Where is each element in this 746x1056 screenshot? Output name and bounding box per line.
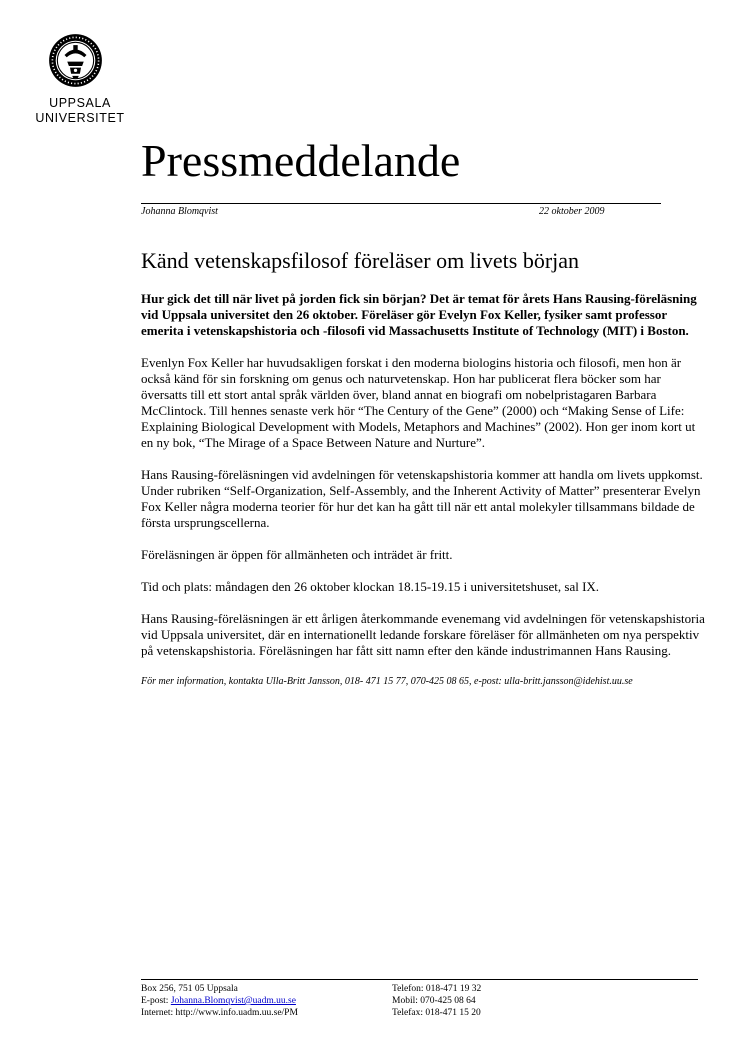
article-body (141, 291, 706, 704)
university-seal-icon (48, 33, 103, 88)
headline: Känd vetenskapsfilosof föreläser om livets början (141, 248, 580, 273)
author-name: Johanna Blomqvist (141, 206, 218, 217)
footer-internet: Internet: http://www.info.uadm.uu.se/PM (141, 1008, 298, 1018)
footer-phone: Telefon: 018-471 19 32 (392, 984, 482, 994)
footer-address: Box 256, 751 05 Uppsala (141, 984, 238, 994)
footer-right (392, 983, 481, 1019)
publication-date: 22 oktober 2009 (539, 206, 605, 217)
body-paragraph: Hans Rausing-föreläsningen vid avdelningen för vetenskapshistoria kommer att handla om livets uppkomst. Under rubriken “Self-Organization, Self-Assembly, and the Inherent Activity of Matter” presenterar Evelyn Fox Keller några moderna teorier för hur det kan ha gått till när ett antal molekyler tillsammans bildade de första ursprungscellerna. (141, 467, 703, 530)
footer-email-line (141, 995, 298, 1007)
university-logo (35, 33, 125, 126)
body-paragraph: Hans Rausing-föreläsningen är ett årligen återkommande evenemang vid avdelningen för vetenskapshistoria vid Uppsala universitet, där en internationellt ledande forskare föreläser för allmänheten om nya perspektiv på vetenskapshistoria. Föreläsningen har fått sitt namn efter den kände industrimannen Hans Rausing. (141, 611, 705, 658)
contact-info: För mer information, kontakta Ulla-Britt Jansson, 018- 471 15 77, 070-425 08 65, e-post: ulla-britt.jansson@idehist.uu.se (141, 676, 633, 687)
body-paragraph: Evenlyn Fox Keller har huvudsakligen forskat i den moderna biologins historia och filosofi, men hon är också känd för sin forskning om genus och naturvetenskap. Hon har publicerat flera böcker som har översatts till ett stort antal språk världen över, bland annat en biografi om nobelpristagaren Barbara McClintock. Till hennes senaste verk hör “The Century of the Gene” (2000) och “Making Sense of Life: Explaining Biological Development with Models, Metaphors and Machines” (2002). Hon ger inom kort ut en ny bok, “The Mirage of a Space Between Nature and Nurture”. (141, 355, 696, 450)
document-title: Pressmeddelande (141, 135, 461, 186)
body-paragraph: Föreläsningen är öppen för allmänheten och inträdet är fritt. (141, 547, 453, 562)
footer-fax: Telefax: 018-471 15 20 (392, 1008, 481, 1018)
footer-email-link[interactable]: Johanna.Blomqvist@uadm.uu.se (170, 996, 296, 1006)
footer-email-label: E-post: (141, 996, 171, 1006)
footer-mobile: Mobil: 070-425 08 64 (392, 996, 476, 1006)
lead-paragraph: Hur gick det till när livet på jorden fick sin början? Det är temat för årets Hans Rausing-föreläsning vid Uppsala universitet den 26 oktober. Föreläser gör Evelyn Fox Keller, fysiker samt professor emerita i vetenskapshistoria och -filosofi vid Massachusetts Institute of Technology (MIT) i Boston. (141, 291, 697, 338)
logo-text-line1: UPPSALA (49, 96, 111, 110)
footer-divider (141, 979, 698, 980)
logo-text-line2: UNIVERSITET (35, 111, 125, 125)
header-divider (141, 203, 661, 204)
body-paragraph: Tid och plats: måndagen den 26 oktober klockan 18.15-19.15 i universitetshuset, sal IX. (141, 579, 600, 594)
footer-left (141, 983, 298, 1019)
